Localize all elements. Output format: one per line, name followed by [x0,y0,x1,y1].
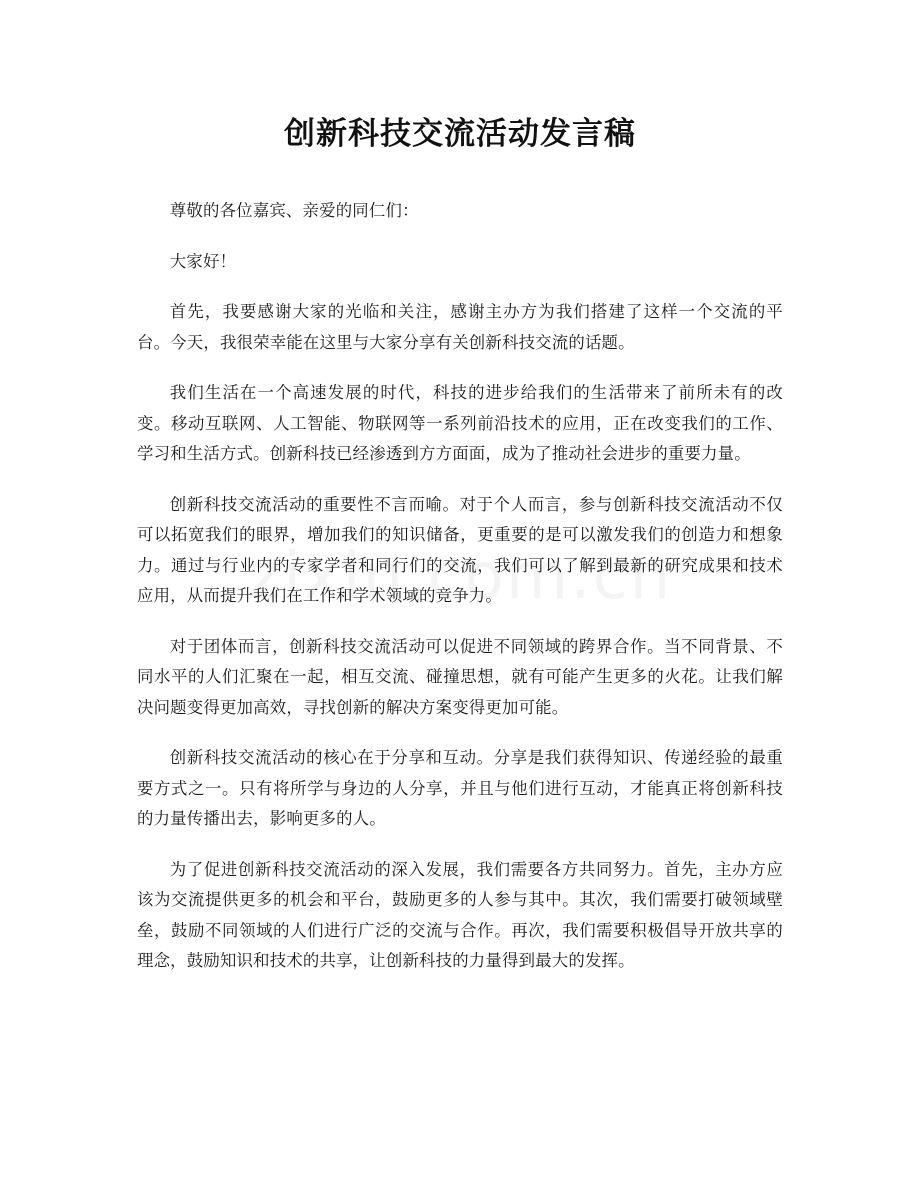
paragraph-thanks: 首先，我要感谢大家的光临和关注，感谢主办方为我们搭建了这样一个交流的平台。今天，我很荣幸能在这里与大家分享有关创新科技交流的话题。 [137,302,783,352]
paragraph-efforts: 为了促进创新科技交流活动的深入发展，我们需要各方共同努力。首先，主办方应该为交流提供更多的机会和平台，鼓励更多的人参与其中。其次，我们需要打破领域壁垒，鼓励不同领域的人们进行广泛的交流与合作。再次，我们需要积极倡导开放共享的理念，鼓励知识和技术的共享，让创新科技的力量得到最大的发挥。 [137,859,783,970]
document-title: 创新科技交流活动发言稿 [284,116,636,152]
salutation: 尊敬的各位嘉宾、亲爱的同仁们： [169,201,419,220]
paragraph-individual: 创新科技交流活动的重要性不言而喻。对于个人而言，参与创新科技交流活动不仅可以拓宽我们的眼界，增加我们的知识储备，更重要的是可以激发我们的创造力和想象力。通过与行业内的专家学者和同行们的交流，我们可以了解到最新的研究成果和技术应用，从而提升我们在工作和学术领域的竞争力。 [137,494,783,605]
greeting: 大家好！ [169,251,237,271]
paragraph-era: 我们生活在一个高速发展的时代，科技的进步给我们的生活带来了前所未有的改变。移动互联网、人工智能、物联网等一系列前沿技术的应用，正在改变我们的工作、学习和生活方式。创新科技已经渗透到方方面面，成为了推动社会进步的重要力量。 [137,383,783,463]
paragraph-group: 对于团体而言，创新科技交流活动可以促进不同领域的跨界合作。当不同背景、不同水平的人们汇聚在一起，相互交流、碰撞思想，就有可能产生更多的火花。让我们解决问题变得更加高效，寻找创新的解决方案变得更加可能。 [137,636,783,717]
paragraph-core: 创新科技交流活动的核心在于分享和互动。分享是我们获得知识、传递经验的最重要方式之一。只有将所学与身边的人分享，并且与他们进行互动，才能真正将创新科技的力量传播出去，影响更多的人。 [137,748,783,828]
